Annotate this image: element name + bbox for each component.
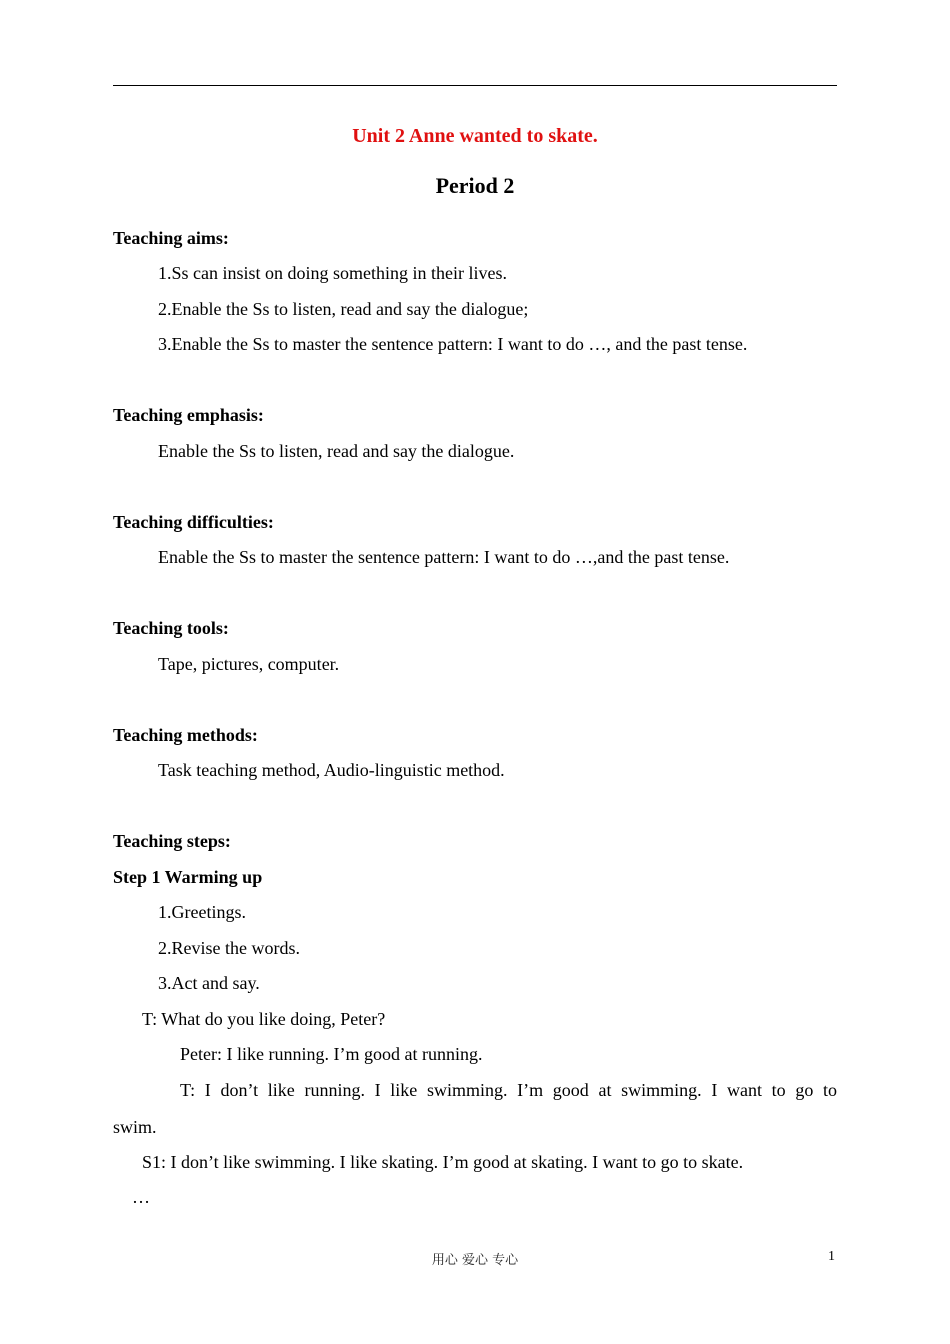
steps-heading: Teaching steps: <box>113 831 231 851</box>
methods-heading: Teaching methods: <box>113 725 258 745</box>
page-number: 1 <box>828 1249 835 1264</box>
methods-text: Task teaching method, Audio-linguistic method. <box>158 760 505 780</box>
dialogue-line-4: S1: I don’t like swimming. I like skating. I’m good at skating. I want to go to skate. <box>142 1152 744 1172</box>
difficulties-text: Enable the Ss to master the sentence pattern: I want to do …,and the past tense. <box>158 547 730 567</box>
dialogue-line-3a: T: I don’t like running. I like swimming. I’m good at swimming. I want to go to <box>180 1080 837 1100</box>
tools-text: Tape, pictures, computer. <box>158 654 340 674</box>
aims-item-2: 2.Enable the Ss to listen, read and say the dialogue; <box>158 299 529 319</box>
step1-item-2: 2.Revise the words. <box>158 938 300 958</box>
dialogue-ellipsis: … <box>132 1187 150 1207</box>
aims-heading: Teaching aims: <box>113 228 229 248</box>
step1-heading: Step 1 Warming up <box>113 867 263 887</box>
emphasis-heading: Teaching emphasis: <box>113 405 264 425</box>
footer-motto: 用心 爱心 专心 <box>431 1253 519 1268</box>
dialogue-line-2: Peter: I like running. I’m good at running. <box>180 1044 483 1064</box>
step1-item-3: 3.Act and say. <box>158 973 260 993</box>
dialogue-line-3b: swim. <box>113 1117 157 1137</box>
difficulties-heading: Teaching difficulties: <box>113 512 274 532</box>
tools-heading: Teaching tools: <box>113 618 229 638</box>
aims-item-3: 3.Enable the Ss to master the sentence pattern: I want to do …, and the past tense. <box>158 334 748 354</box>
emphasis-text: Enable the Ss to listen, read and say the dialogue. <box>158 441 515 461</box>
aims-item-1: 1.Ss can insist on doing something in their lives. <box>158 263 507 283</box>
dialogue-line-1: T: What do you like doing, Peter? <box>142 1009 386 1029</box>
step1-item-1: 1.Greetings. <box>158 902 246 922</box>
unit-title: Unit 2 Anne wanted to skate. <box>352 125 598 147</box>
period-title: Period 2 <box>435 173 515 198</box>
header-rule <box>113 85 837 86</box>
